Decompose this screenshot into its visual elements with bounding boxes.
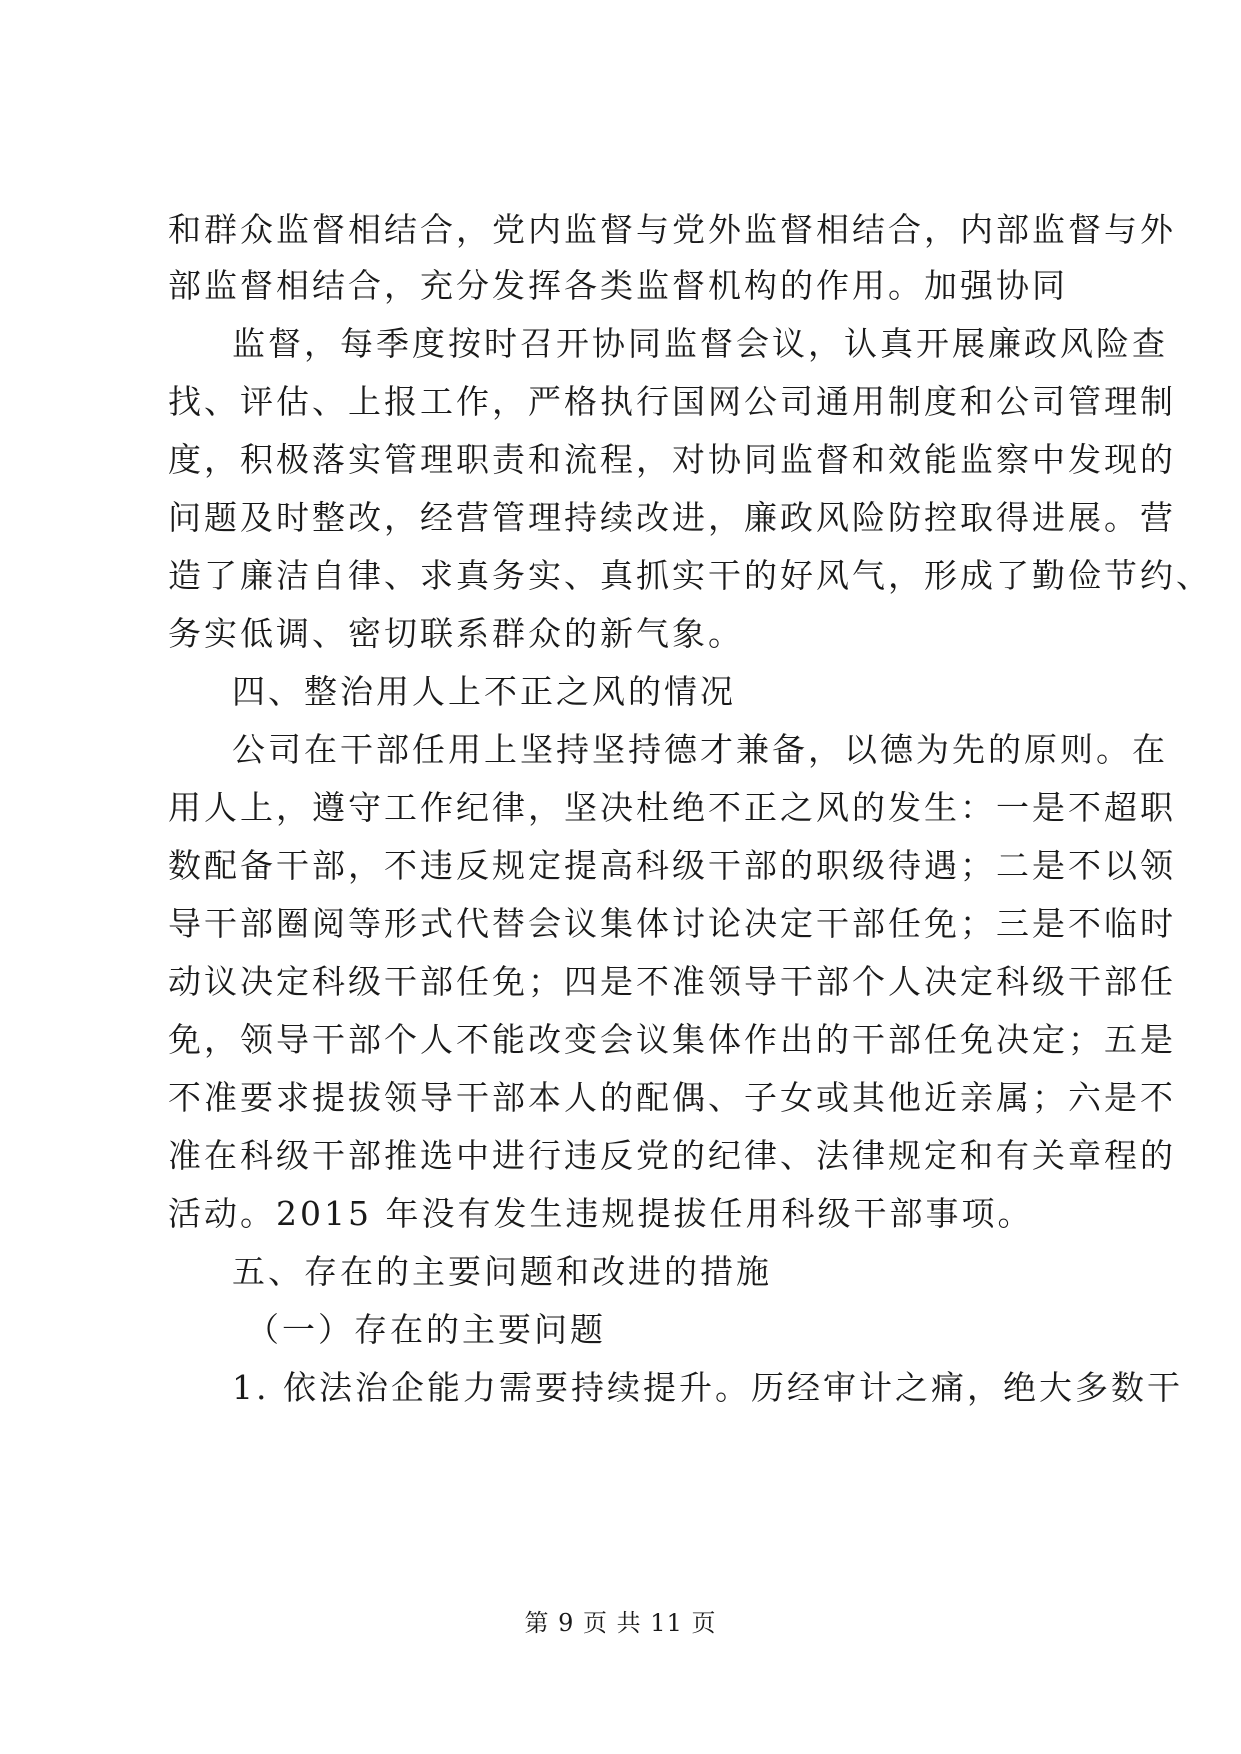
body-line-21: 1. 依法治企能力需要持续提升。历经审计之痛，绝大多数干	[232, 1368, 1183, 1407]
body-line-12: 数配备干部，不违反规定提高科级干部的职级待遇；二是不以领	[168, 846, 1176, 885]
body-line-1: 和群众监督相结合，党内监督与党外监督相结合，内部监督与外	[168, 210, 1176, 249]
body-line-8: 务实低调、密切联系群众的新气象。	[168, 614, 744, 653]
body-line-17: 准在科级干部推选中进行违反党的纪律、法律规定和有关章程的	[168, 1136, 1176, 1175]
body-line-2: 部监督相结合，充分发挥各类监督机构的作用。加强协同	[168, 266, 1068, 305]
body-line-3: 监督，每季度按时召开协同监督会议，认真开展廉政风险查	[232, 324, 1168, 363]
body-line-5: 度，积极落实管理职责和流程，对协同监督和效能监察中发现的	[168, 440, 1176, 479]
body-line-13: 导干部圈阅等形式代替会议集体讨论决定干部任免；三是不临时	[168, 904, 1176, 943]
body-line-7: 造了廉洁自律、求真务实、真抓实干的好风气，形成了勤俭节约、	[168, 556, 1212, 595]
body-line-6: 问题及时整改，经营管理持续改进，廉政风险防控取得进展。营	[168, 498, 1176, 537]
body-line-4: 找、评估、上报工作，严格执行国网公司通用制度和公司管理制	[168, 382, 1176, 421]
body-line-16: 不准要求提拔领导干部本人的配偶、子女或其他近亲属；六是不	[168, 1078, 1176, 1117]
subsection-heading-1: （一）存在的主要问题	[246, 1310, 606, 1349]
body-line-10: 公司在干部任用上坚持坚持德才兼备，以德为先的原则。在	[232, 730, 1168, 769]
body-line-11: 用人上，遵守工作纪律，坚决杜绝不正之风的发生：一是不超职	[168, 788, 1176, 827]
body-line-14: 动议决定科级干部任免；四是不准领导干部个人决定科级干部任	[168, 962, 1176, 1001]
body-line-18: 活动。2015 年没有发生违规提拔任用科级干部事项。	[168, 1194, 1034, 1233]
section-heading-4: 四、整治用人上不正之风的情况	[232, 672, 736, 711]
section-heading-5: 五、存在的主要问题和改进的措施	[232, 1252, 772, 1291]
page-footer: 第 9 页 共 11 页	[524, 1609, 717, 1637]
body-line-15: 免，领导干部个人不能改变会议集体作出的干部任免决定；五是	[168, 1020, 1176, 1059]
